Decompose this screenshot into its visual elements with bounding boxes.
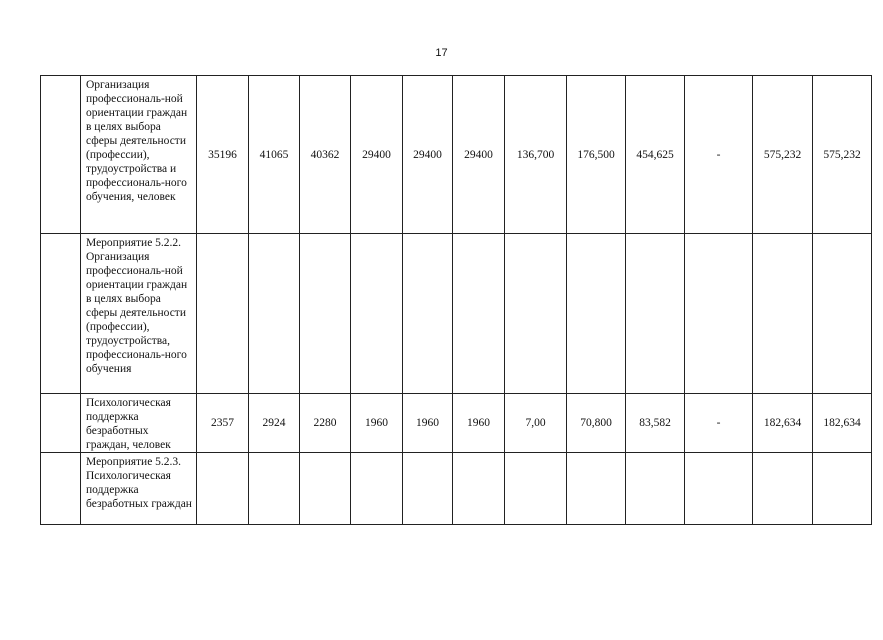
- data-table: [40, 75, 872, 525]
- value-cell: 136,700: [505, 76, 567, 234]
- value-cell: 176,500: [567, 76, 626, 234]
- value-cell: [453, 453, 505, 525]
- value-cell: [351, 453, 403, 525]
- value-cell: 70,800: [567, 394, 626, 453]
- value-cell: [249, 453, 300, 525]
- value-cell: 1960: [403, 394, 453, 453]
- row-index-cell: [41, 394, 81, 453]
- value-cell: [197, 453, 249, 525]
- value-cell: 29400: [453, 76, 505, 234]
- value-cell: [685, 453, 753, 525]
- value-cell: [813, 453, 872, 525]
- value-cell: [753, 453, 813, 525]
- row-index-cell: [41, 453, 81, 525]
- indicator-name-cell: Организация профессиональ-ной ориентации граждан в целях выбора сферы деятельности (профессии), трудоустройства и профессиональ-ного обучения, человек: [81, 76, 197, 234]
- value-cell: [626, 453, 685, 525]
- value-cell: [249, 234, 300, 394]
- value-cell: [403, 234, 453, 394]
- indicator-name-cell: Психологическая поддержка безработных граждан, человек: [81, 394, 197, 453]
- value-cell: 182,634: [753, 394, 813, 453]
- value-cell: 575,232: [753, 76, 813, 234]
- value-cell: [626, 234, 685, 394]
- page-number: 17: [435, 47, 448, 59]
- value-cell: 83,582: [626, 394, 685, 453]
- value-cell: 40362: [300, 76, 351, 234]
- value-cell: 1960: [453, 394, 505, 453]
- value-cell: 2357: [197, 394, 249, 453]
- value-cell: 2924: [249, 394, 300, 453]
- indicator-name-cell: Мероприятие 5.2.3. Психологическая поддержка безработных граждан: [81, 453, 197, 525]
- value-cell: 1960: [351, 394, 403, 453]
- value-cell: [351, 234, 403, 394]
- table-row: [41, 234, 872, 394]
- value-cell: 29400: [351, 76, 403, 234]
- row-index-cell: [41, 234, 81, 394]
- table-row: [41, 76, 872, 234]
- value-cell: [813, 234, 872, 394]
- value-cell: [197, 234, 249, 394]
- value-cell: [453, 234, 505, 394]
- value-cell: 182,634: [813, 394, 872, 453]
- value-cell: 29400: [403, 76, 453, 234]
- value-cell: [505, 234, 567, 394]
- table-row: [41, 453, 872, 525]
- value-cell: [685, 234, 753, 394]
- value-cell: [567, 234, 626, 394]
- value-cell: 575,232: [813, 76, 872, 234]
- value-cell: -: [685, 394, 753, 453]
- value-cell: [300, 234, 351, 394]
- value-cell: 41065: [249, 76, 300, 234]
- indicator-name-cell: Мероприятие 5.2.2. Организация профессиональ-ной ориентации граждан в целях выбора сферы деятельности (профессии), трудоустройства, профессиональ-ного обучения: [81, 234, 197, 394]
- value-cell: 7,00: [505, 394, 567, 453]
- value-cell: 2280: [300, 394, 351, 453]
- row-index-cell: [41, 76, 81, 234]
- value-cell: [403, 453, 453, 525]
- value-cell: -: [685, 76, 753, 234]
- value-cell: [753, 234, 813, 394]
- value-cell: [300, 453, 351, 525]
- value-cell: 454,625: [626, 76, 685, 234]
- value-cell: [505, 453, 567, 525]
- table-row: [41, 394, 872, 453]
- value-cell: 35196: [197, 76, 249, 234]
- value-cell: [567, 453, 626, 525]
